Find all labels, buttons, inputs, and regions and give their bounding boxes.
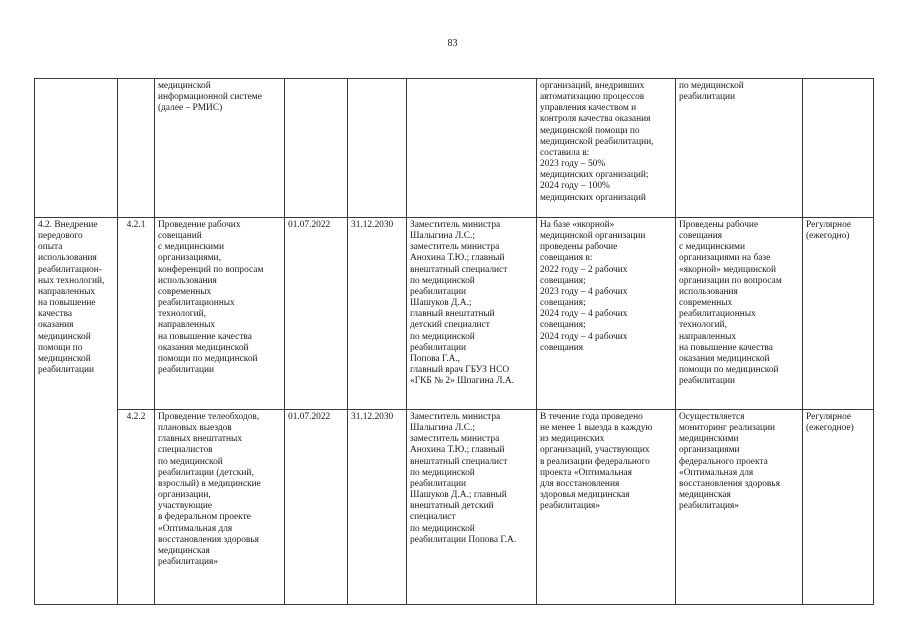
event-cell: медицинской информационной системе (далее – РМИС) — [155, 79, 285, 218]
start-date-cell — [285, 79, 348, 218]
responsible-cell: Заместитель министра Шалыгина Л.С.; заместитель министра Анохина Т.Ю.; главный внештатный специалист по медицинской реабилитации Шашуков Д.А.; главный внештатный детский специалист по медицинской реабилитации Попова Г.А., главный врач ГБУЗ НСО «ГКБ № 2» Шпагина Л.А. — [407, 218, 537, 410]
end-date-cell: 31.12.2030 — [348, 410, 407, 605]
indicator-cell: В течение года проведено не менее 1 выезда в каждую из медицинских организаций, участвующих в реализации федерального проекта «Оптимальная для восстановления здоровья медицинская реабилитация» — [537, 410, 676, 605]
responsible-cell: Заместитель министра Шалыгина Л.С.; заместитель министра Анохина Т.Ю.; главный внештатный специалист по медицинской реабилитации Шашуков Д.А.; главный внештатный детский специалист по медицинской реабилитации Попова Г.А. — [407, 410, 537, 605]
table-row — [35, 79, 874, 218]
code-cell — [118, 79, 155, 218]
task-cell: 4.2. Внедрение передового опыта использования реабилитацион- ных технологий, направленных на повышение качества оказания медицинской помощи по медицинской реабилитации — [35, 218, 118, 605]
table-row — [35, 218, 874, 410]
code-cell: 4.2.2 — [118, 410, 155, 605]
start-date-cell: 01.07.2022 — [285, 218, 348, 410]
result-cell: по медицинской реабилитации — [676, 79, 803, 218]
result-cell: Осуществляется мониторинг реализации медицинскими организациями федерального проекта «Оптимальная для восстановления здоровья медицинская реабилитация» — [676, 410, 803, 605]
activities-table — [34, 78, 874, 605]
table-row — [35, 410, 874, 605]
code-cell: 4.2.1 — [118, 218, 155, 410]
event-cell: Проведение телеобходов, плановых выездов главных внештатных специалистов по медицинской реабилитации (детский, взрослый) в медицинские организации, участвующие в федеральном проекте «Оптимальная для восстановления здоровья медицинская реабилитация» — [155, 410, 285, 605]
responsible-cell — [407, 79, 537, 218]
frequency-cell: Регулярное (ежегодно) — [803, 218, 874, 410]
frequency-cell: Регулярное (ежегодное) — [803, 410, 874, 605]
page-number: 83 — [447, 38, 458, 49]
event-cell: Проведение рабочих совещаний с медицинскими организациями, конференций по вопросам использования современных реабилитационных технологий, направленных на повышение качества оказания медицинской помощи по медицинской реабилитации — [155, 218, 285, 410]
indicator-cell: организаций, внедривших автоматизацию процессов управления качеством и контроля качества оказания медицинской помощи по медицинской реабилитации, составила в: 2023 году – 50% медицинских организаций; 2024 году – 100% медицинских организаций — [537, 79, 676, 218]
end-date-cell — [348, 79, 407, 218]
result-cell: Проведены рабочие совещания с медицинскими организациями на базе «якорной» медицинской организации по вопросам использования современных реабилитационных технологий, направленных на повышение качества оказания медицинской помощи по медицинской реабилитации — [676, 218, 803, 410]
frequency-cell — [803, 79, 874, 218]
task-cell — [35, 79, 118, 218]
end-date-cell: 31.12.2030 — [348, 218, 407, 410]
start-date-cell: 01.07.2022 — [285, 410, 348, 605]
indicator-cell: На базе «якорной» медицинской организации проведены рабочие совещания в: 2022 году – 2 рабочих совещания; 2023 году – 4 рабочих совещания; 2024 году – 4 рабочих совещания; 2024 году – 4 рабочих совещания — [537, 218, 676, 410]
